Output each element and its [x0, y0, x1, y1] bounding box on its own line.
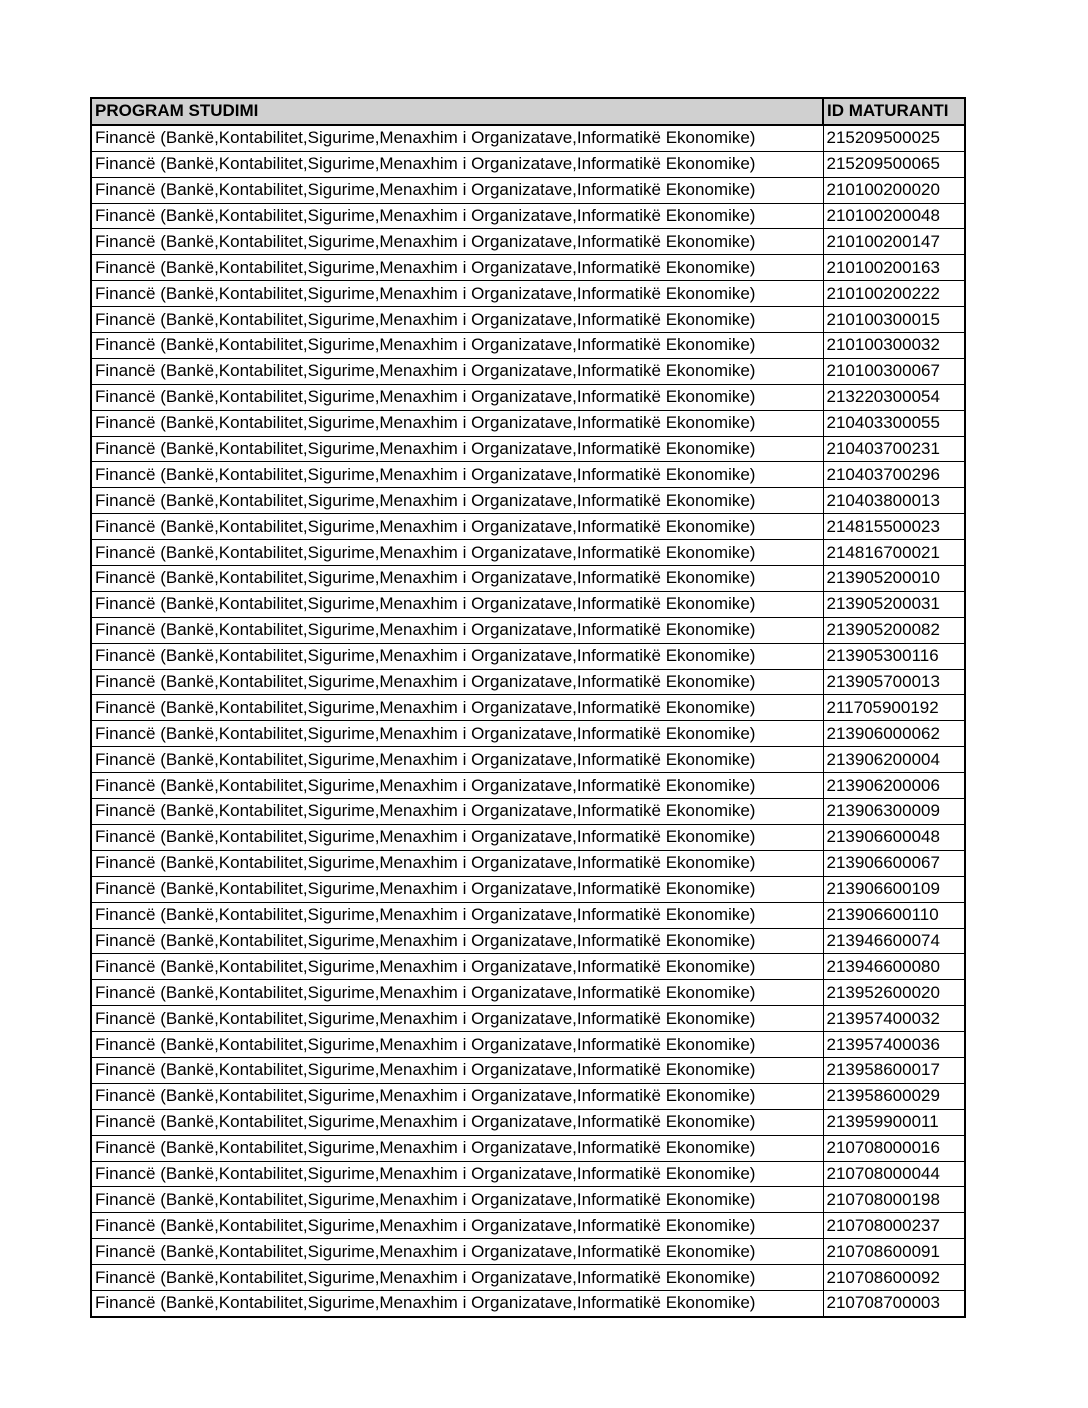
program-cell: Financë (Bankë,Kontabilitet,Sigurime,Menaxhim i Organizatave,Informatikë Ekonomike) [91, 1057, 823, 1083]
id-cell: 213957400036 [823, 1032, 965, 1058]
id-cell: 210708600091 [823, 1239, 965, 1265]
program-cell: Financë (Bankë,Kontabilitet,Sigurime,Menaxhim i Organizatave,Informatikë Ekonomike) [91, 876, 823, 902]
id-cell: 210100300015 [823, 307, 965, 333]
id-cell: 213906300009 [823, 799, 965, 825]
id-cell: 210708700003 [823, 1290, 965, 1316]
table-row [91, 436, 965, 462]
id-cell: 214815500023 [823, 514, 965, 540]
id-cell: 213906600110 [823, 902, 965, 928]
id-cell: 210403300055 [823, 410, 965, 436]
program-cell: Financë (Bankë,Kontabilitet,Sigurime,Menaxhim i Organizatave,Informatikë Ekonomike) [91, 1213, 823, 1239]
table-row [91, 928, 965, 954]
table-row [91, 255, 965, 281]
id-cell: 210403700296 [823, 462, 965, 488]
table-row [91, 902, 965, 928]
table-row [91, 1057, 965, 1083]
table-row [91, 358, 965, 384]
id-cell: 210100300032 [823, 333, 965, 359]
table-row [91, 1187, 965, 1213]
id-cell: 210100200163 [823, 255, 965, 281]
program-cell: Financë (Bankë,Kontabilitet,Sigurime,Menaxhim i Organizatave,Informatikë Ekonomike) [91, 203, 823, 229]
table-row [91, 643, 965, 669]
program-cell: Financë (Bankë,Kontabilitet,Sigurime,Menaxhim i Organizatave,Informatikë Ekonomike) [91, 643, 823, 669]
column-header-id: ID MATURANTI [823, 98, 965, 125]
table-row [91, 462, 965, 488]
program-cell: Financë (Bankë,Kontabilitet,Sigurime,Menaxhim i Organizatave,Informatikë Ekonomike) [91, 540, 823, 566]
program-cell: Financë (Bankë,Kontabilitet,Sigurime,Menaxhim i Organizatave,Informatikë Ekonomike) [91, 695, 823, 721]
program-cell: Financë (Bankë,Kontabilitet,Sigurime,Menaxhim i Organizatave,Informatikë Ekonomike) [91, 591, 823, 617]
program-cell: Financë (Bankë,Kontabilitet,Sigurime,Menaxhim i Organizatave,Informatikë Ekonomike) [91, 799, 823, 825]
id-cell: 213958600029 [823, 1083, 965, 1109]
id-cell: 210100200048 [823, 203, 965, 229]
program-cell: Financë (Bankë,Kontabilitet,Sigurime,Menaxhim i Organizatave,Informatikë Ekonomike) [91, 980, 823, 1006]
program-cell: Financë (Bankë,Kontabilitet,Sigurime,Menaxhim i Organizatave,Informatikë Ekonomike) [91, 333, 823, 359]
id-cell: 215209500025 [823, 125, 965, 151]
program-cell: Financë (Bankë,Kontabilitet,Sigurime,Menaxhim i Organizatave,Informatikë Ekonomike) [91, 773, 823, 799]
id-cell: 213905300116 [823, 643, 965, 669]
id-cell: 215209500065 [823, 151, 965, 177]
program-cell: Financë (Bankë,Kontabilitet,Sigurime,Menaxhim i Organizatave,Informatikë Ekonomike) [91, 1006, 823, 1032]
table-row [91, 721, 965, 747]
id-cell: 210403800013 [823, 488, 965, 514]
id-cell: 213905200082 [823, 617, 965, 643]
program-cell: Financë (Bankë,Kontabilitet,Sigurime,Menaxhim i Organizatave,Informatikë Ekonomike) [91, 151, 823, 177]
table-row [91, 203, 965, 229]
program-cell: Financë (Bankë,Kontabilitet,Sigurime,Menaxhim i Organizatave,Informatikë Ekonomike) [91, 1032, 823, 1058]
program-cell: Financë (Bankë,Kontabilitet,Sigurime,Menaxhim i Organizatave,Informatikë Ekonomike) [91, 1109, 823, 1135]
table-row [91, 1135, 965, 1161]
table-row [91, 1032, 965, 1058]
table-row [91, 1265, 965, 1291]
table-row [91, 876, 965, 902]
table-row [91, 540, 965, 566]
program-cell: Financë (Bankë,Kontabilitet,Sigurime,Menaxhim i Organizatave,Informatikë Ekonomike) [91, 824, 823, 850]
id-cell: 213957400032 [823, 1006, 965, 1032]
program-cell: Financë (Bankë,Kontabilitet,Sigurime,Menaxhim i Organizatave,Informatikë Ekonomike) [91, 1290, 823, 1316]
id-cell: 213905200010 [823, 566, 965, 592]
id-cell: 210100300067 [823, 358, 965, 384]
id-cell: 213905700013 [823, 669, 965, 695]
program-cell: Financë (Bankë,Kontabilitet,Sigurime,Menaxhim i Organizatave,Informatikë Ekonomike) [91, 384, 823, 410]
table-row [91, 799, 965, 825]
id-cell: 213906600067 [823, 850, 965, 876]
table-row [91, 566, 965, 592]
table-row [91, 410, 965, 436]
table-row [91, 591, 965, 617]
program-cell: Financë (Bankë,Kontabilitet,Sigurime,Menaxhim i Organizatave,Informatikë Ekonomike) [91, 1083, 823, 1109]
program-cell: Financë (Bankë,Kontabilitet,Sigurime,Menaxhim i Organizatave,Informatikë Ekonomike) [91, 617, 823, 643]
table-row [91, 747, 965, 773]
table-row [91, 1239, 965, 1265]
program-cell: Financë (Bankë,Kontabilitet,Sigurime,Menaxhim i Organizatave,Informatikë Ekonomike) [91, 514, 823, 540]
students-table [90, 97, 966, 1318]
table-body [91, 125, 965, 1317]
id-cell: 213959900011 [823, 1109, 965, 1135]
table-row [91, 384, 965, 410]
program-cell: Financë (Bankë,Kontabilitet,Sigurime,Menaxhim i Organizatave,Informatikë Ekonomike) [91, 721, 823, 747]
table-row [91, 1290, 965, 1316]
id-cell: 213906600109 [823, 876, 965, 902]
program-cell: Financë (Bankë,Kontabilitet,Sigurime,Menaxhim i Organizatave,Informatikë Ekonomike) [91, 177, 823, 203]
table-header [91, 98, 965, 125]
table-row [91, 281, 965, 307]
program-cell: Financë (Bankë,Kontabilitet,Sigurime,Menaxhim i Organizatave,Informatikë Ekonomike) [91, 255, 823, 281]
id-cell: 210100200222 [823, 281, 965, 307]
id-cell: 213905200031 [823, 591, 965, 617]
id-cell: 213906000062 [823, 721, 965, 747]
table-row [91, 824, 965, 850]
program-cell: Financë (Bankë,Kontabilitet,Sigurime,Menaxhim i Organizatave,Informatikë Ekonomike) [91, 410, 823, 436]
id-cell: 210708000237 [823, 1213, 965, 1239]
table-row [91, 980, 965, 1006]
program-cell: Financë (Bankë,Kontabilitet,Sigurime,Menaxhim i Organizatave,Informatikë Ekonomike) [91, 928, 823, 954]
program-cell: Financë (Bankë,Kontabilitet,Sigurime,Menaxhim i Organizatave,Informatikë Ekonomike) [91, 229, 823, 255]
program-cell: Financë (Bankë,Kontabilitet,Sigurime,Menaxhim i Organizatave,Informatikë Ekonomike) [91, 669, 823, 695]
program-cell: Financë (Bankë,Kontabilitet,Sigurime,Menaxhim i Organizatave,Informatikë Ekonomike) [91, 902, 823, 928]
id-cell: 213220300054 [823, 384, 965, 410]
program-cell: Financë (Bankë,Kontabilitet,Sigurime,Menaxhim i Organizatave,Informatikë Ekonomike) [91, 358, 823, 384]
table-row [91, 1109, 965, 1135]
id-cell: 213958600017 [823, 1057, 965, 1083]
table-row [91, 695, 965, 721]
program-cell: Financë (Bankë,Kontabilitet,Sigurime,Menaxhim i Organizatave,Informatikë Ekonomike) [91, 954, 823, 980]
table-row [91, 1161, 965, 1187]
id-cell: 213906200006 [823, 773, 965, 799]
table-row [91, 177, 965, 203]
header-row [91, 98, 965, 125]
id-cell: 210708000198 [823, 1187, 965, 1213]
table-row [91, 669, 965, 695]
id-cell: 213946600080 [823, 954, 965, 980]
column-header-program: PROGRAM STUDIMI [91, 98, 823, 125]
program-cell: Financë (Bankë,Kontabilitet,Sigurime,Menaxhim i Organizatave,Informatikë Ekonomike) [91, 281, 823, 307]
program-cell: Financë (Bankë,Kontabilitet,Sigurime,Menaxhim i Organizatave,Informatikë Ekonomike) [91, 850, 823, 876]
id-cell: 214816700021 [823, 540, 965, 566]
program-cell: Financë (Bankë,Kontabilitet,Sigurime,Menaxhim i Organizatave,Informatikë Ekonomike) [91, 488, 823, 514]
id-cell: 210403700231 [823, 436, 965, 462]
program-cell: Financë (Bankë,Kontabilitet,Sigurime,Menaxhim i Organizatave,Informatikë Ekonomike) [91, 747, 823, 773]
table-row [91, 151, 965, 177]
id-cell: 211705900192 [823, 695, 965, 721]
table-row [91, 954, 965, 980]
program-cell: Financë (Bankë,Kontabilitet,Sigurime,Menaxhim i Organizatave,Informatikë Ekonomike) [91, 125, 823, 151]
table-row [91, 850, 965, 876]
program-cell: Financë (Bankë,Kontabilitet,Sigurime,Menaxhim i Organizatave,Informatikë Ekonomike) [91, 1265, 823, 1291]
program-cell: Financë (Bankë,Kontabilitet,Sigurime,Menaxhim i Organizatave,Informatikë Ekonomike) [91, 1161, 823, 1187]
table-row [91, 307, 965, 333]
table-row [91, 488, 965, 514]
table-row [91, 229, 965, 255]
program-cell: Financë (Bankë,Kontabilitet,Sigurime,Menaxhim i Organizatave,Informatikë Ekonomike) [91, 566, 823, 592]
table-row [91, 514, 965, 540]
table-row [91, 333, 965, 359]
table-row [91, 1083, 965, 1109]
id-cell: 213952600020 [823, 980, 965, 1006]
program-cell: Financë (Bankë,Kontabilitet,Sigurime,Menaxhim i Organizatave,Informatikë Ekonomike) [91, 307, 823, 333]
table-row [91, 125, 965, 151]
id-cell: 213906600048 [823, 824, 965, 850]
program-cell: Financë (Bankë,Kontabilitet,Sigurime,Menaxhim i Organizatave,Informatikë Ekonomike) [91, 436, 823, 462]
table-row [91, 773, 965, 799]
id-cell: 210708000016 [823, 1135, 965, 1161]
program-cell: Financë (Bankë,Kontabilitet,Sigurime,Menaxhim i Organizatave,Informatikë Ekonomike) [91, 462, 823, 488]
table-row [91, 617, 965, 643]
id-cell: 213946600074 [823, 928, 965, 954]
id-cell: 213906200004 [823, 747, 965, 773]
id-cell: 210708600092 [823, 1265, 965, 1291]
program-cell: Financë (Bankë,Kontabilitet,Sigurime,Menaxhim i Organizatave,Informatikë Ekonomike) [91, 1135, 823, 1161]
id-cell: 210100200147 [823, 229, 965, 255]
program-cell: Financë (Bankë,Kontabilitet,Sigurime,Menaxhim i Organizatave,Informatikë Ekonomike) [91, 1187, 823, 1213]
id-cell: 210708000044 [823, 1161, 965, 1187]
table-row [91, 1213, 965, 1239]
table-row [91, 1006, 965, 1032]
program-cell: Financë (Bankë,Kontabilitet,Sigurime,Menaxhim i Organizatave,Informatikë Ekonomike) [91, 1239, 823, 1265]
id-cell: 210100200020 [823, 177, 965, 203]
